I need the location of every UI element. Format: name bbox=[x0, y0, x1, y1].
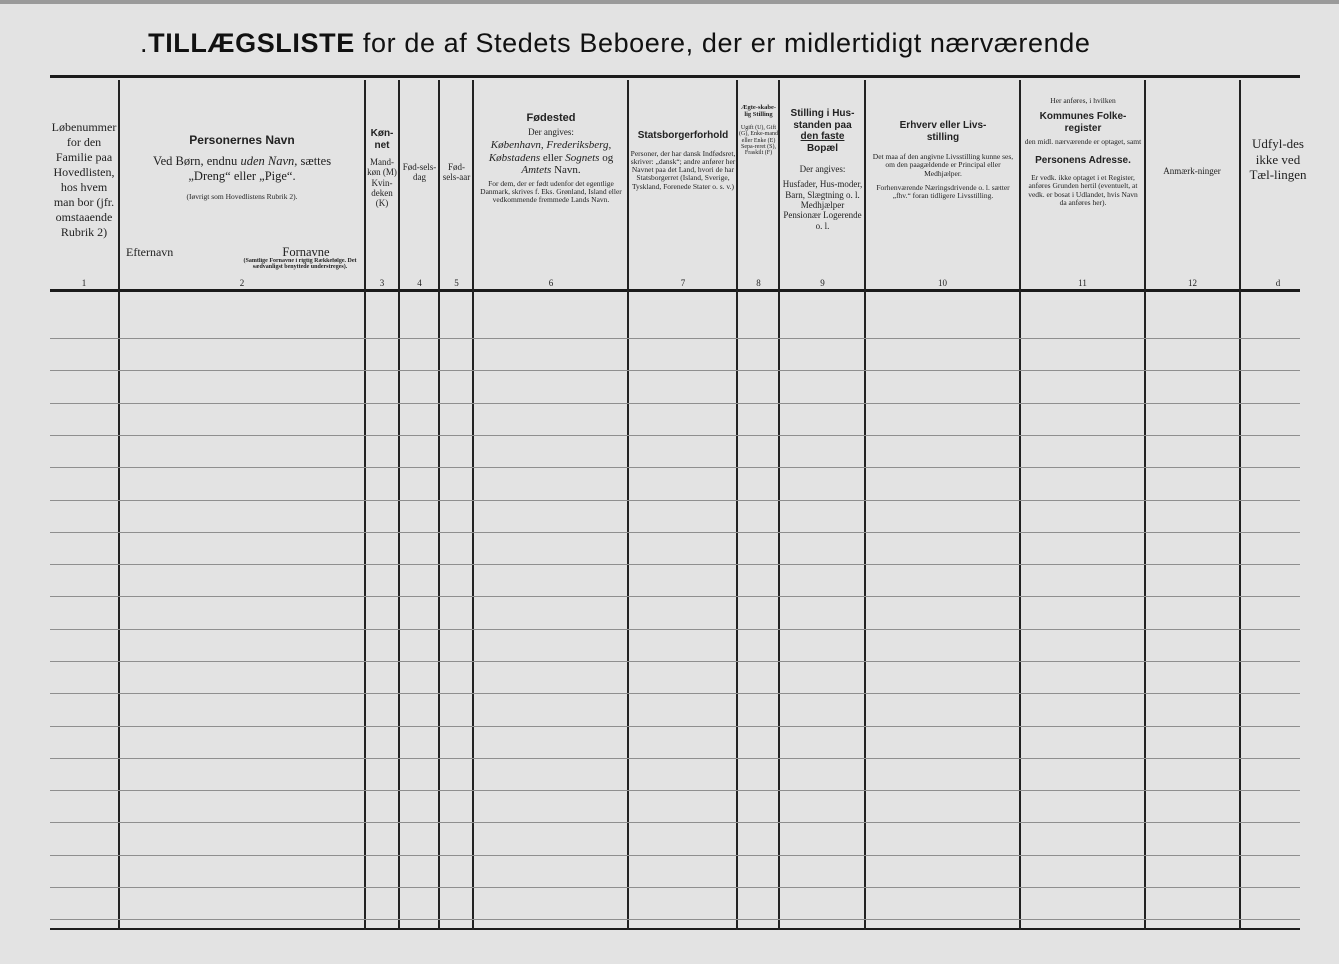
col-11-title2: Personens Adresse. bbox=[1035, 154, 1131, 166]
col-9-text: Husfader, Hus-moder, Barn, Slægtning o. l. Medhjælper Pensionær Logerende o. l. bbox=[782, 179, 863, 231]
col-8-title: Ægte-skabe-lig Stilling bbox=[740, 104, 777, 119]
col-2-line1-a: Ved Børn, endnu bbox=[152, 153, 238, 168]
col-12-number: 12 bbox=[1188, 278, 1197, 288]
col-8-header bbox=[739, 104, 778, 156]
col-6-header bbox=[476, 112, 626, 205]
col-7-text: Personer, der har dansk Indfødsret, skriver: „dansk“; andre anfører her Navnet paa det Land, hvori de har Statsborgerret (Island, Sverige, Tyskland, Forenede Stater o. s. v.) bbox=[630, 148, 736, 191]
divider-6 bbox=[627, 80, 629, 930]
col-11-header bbox=[1024, 97, 1142, 207]
col-4-header: Fød-sels-dag bbox=[402, 162, 437, 183]
col-11-title: Kommunes Folke-register bbox=[1039, 111, 1127, 134]
col-7-title: Statsborgerforhold bbox=[637, 130, 729, 141]
col-d-header: Udfyl-des ikke ved Tæl-lingen bbox=[1249, 136, 1307, 183]
col-d-number: d bbox=[1275, 278, 1281, 288]
divider-12 bbox=[1239, 80, 1241, 930]
row-line bbox=[50, 629, 1300, 630]
col-7-number: 7 bbox=[680, 278, 686, 288]
row-line bbox=[50, 855, 1300, 856]
col-9-title2: den faste bbox=[800, 131, 845, 142]
col-8-text: Ugift (U), Gift (G), Enke-mand eller Enke (E) Sepa-reret (S), Fraskilt (F) bbox=[739, 124, 778, 157]
col-6-italic1: København, Frederiksberg, Købstadens bbox=[488, 138, 612, 164]
col-3-text: Mand-køn (M) Kvin-deken (K) bbox=[367, 157, 397, 209]
row-line bbox=[50, 790, 1300, 791]
divider-3 bbox=[398, 80, 400, 930]
col-2-line1-c: sættes bbox=[297, 153, 332, 168]
form-title bbox=[140, 28, 1240, 59]
row-line bbox=[50, 370, 1300, 371]
col-1-header: Løbenummer for den Familie paa Hovedlisten, hos hvem man bor (jfr. omstaaende Rubrik 2) bbox=[51, 120, 117, 239]
row-line bbox=[50, 435, 1300, 436]
col-12-header: Anmærk-ninger bbox=[1163, 166, 1221, 176]
row-line bbox=[50, 467, 1300, 468]
col-9-number: 9 bbox=[820, 278, 825, 288]
col-9-header bbox=[781, 108, 864, 231]
col-6-eller: eller bbox=[540, 151, 563, 164]
col-2-line2: „Dreng“ eller „Pige“. bbox=[188, 169, 296, 184]
divider-9 bbox=[864, 80, 866, 930]
col-2-line1-b: uden Navn, bbox=[240, 153, 298, 168]
bottom-rule bbox=[50, 928, 1300, 930]
col-4-number: 4 bbox=[417, 278, 422, 288]
col-2-header bbox=[122, 134, 362, 201]
row-line bbox=[50, 338, 1300, 339]
header-rule bbox=[50, 289, 1300, 292]
col-10-text2: Forhenværende Næringsdrivende o. l. sætter „fhv.“ foran tidligere Livsstilling. bbox=[876, 182, 1010, 200]
row-line bbox=[50, 693, 1300, 694]
divider-11 bbox=[1144, 80, 1146, 930]
col-10-text1: Det maa af den angivne Livsstilling kunne ses, om den paagældende er Principal eller Medhjælper. bbox=[872, 152, 1014, 178]
top-rule bbox=[50, 75, 1300, 78]
col-2-line1 bbox=[122, 154, 362, 170]
col-9-title3: Bopæl bbox=[806, 142, 839, 154]
col-9-title1: Stilling i Hus-standen paa bbox=[790, 108, 855, 131]
row-line bbox=[50, 822, 1300, 823]
col-8-number: 8 bbox=[756, 278, 761, 288]
col-2-efternavn: Efternavn bbox=[126, 246, 174, 259]
row-line bbox=[50, 887, 1300, 888]
col-11-text2: Er vedk. ikke optaget i et Register, anføres Grunden hertil (eventuelt, at vedk. er bosat i Udlandet, hvis Navn da anføres her). bbox=[1028, 173, 1138, 207]
col-11-number: 11 bbox=[1078, 278, 1087, 288]
col-3-number: 3 bbox=[379, 278, 385, 288]
col-1-number: 1 bbox=[81, 278, 87, 288]
col-2-fornavne: Fornavne bbox=[282, 245, 330, 259]
col-2-note: (Iøvrigt som Hovedlistens Rubrik 2). bbox=[186, 192, 298, 202]
col-6-og: og bbox=[599, 151, 614, 164]
col-2-title: Personernes Navn bbox=[189, 134, 295, 147]
col-2-number: 2 bbox=[239, 278, 245, 288]
col-2-fornavne-note: (Samtlige Fornavne i rigtig Rækkefølge. Det sædvanligst benyttede understreges). bbox=[243, 258, 357, 271]
col-6-places bbox=[476, 139, 626, 177]
scan-edge bbox=[0, 0, 1339, 4]
title-bold: TILLÆGSLISTE bbox=[148, 28, 355, 58]
row-line bbox=[50, 758, 1300, 759]
col-11-text1: den midl. nærværende er optaget, samt bbox=[1024, 137, 1142, 147]
col-6-number: 6 bbox=[548, 278, 554, 288]
col-10-header bbox=[870, 120, 1016, 200]
divider-5 bbox=[472, 80, 474, 930]
row-line bbox=[50, 403, 1300, 404]
col-6-navn: Navn. bbox=[551, 164, 581, 177]
col-3-header bbox=[366, 128, 398, 209]
col-6-italic2: Sognets bbox=[565, 151, 600, 164]
col-10-title: Erhverv eller Livs-stilling bbox=[899, 120, 987, 143]
row-line bbox=[50, 596, 1300, 597]
col-5-header: Fød-sels-aar bbox=[442, 162, 471, 183]
divider-7 bbox=[736, 80, 738, 930]
row-line bbox=[50, 726, 1300, 727]
divider-10 bbox=[1019, 80, 1021, 930]
col-6-italic3: Amtets bbox=[521, 164, 552, 177]
col-6-title: Fødested bbox=[526, 112, 576, 124]
col-5-number: 5 bbox=[454, 278, 459, 288]
col-6-note: For dem, der er født udenfor det egentlige Danmark, skrives f. Eks. Grønland, Island eller vedkommende fremmede Lands Navn. bbox=[480, 178, 622, 205]
col-7-header bbox=[630, 130, 736, 191]
row-line bbox=[50, 564, 1300, 565]
title-prefix: . bbox=[140, 28, 149, 58]
row-line bbox=[50, 500, 1300, 501]
col-3-title: Køn-net bbox=[370, 128, 394, 151]
title-rest: for de af Stedets Beboere, der er midlertidigt nærværende bbox=[354, 28, 1091, 58]
col-10-number: 10 bbox=[938, 278, 947, 288]
divider-8 bbox=[778, 80, 780, 930]
col-6-sub: Der angives: bbox=[528, 126, 574, 137]
divider-1 bbox=[118, 80, 120, 930]
row-line bbox=[50, 919, 1300, 920]
row-line bbox=[50, 532, 1300, 533]
col-11-pre: Her anføres, i hvilken bbox=[1050, 97, 1116, 105]
divider-4 bbox=[438, 80, 440, 930]
row-line bbox=[50, 661, 1300, 662]
col-9-sub: Der angives: bbox=[799, 164, 846, 174]
